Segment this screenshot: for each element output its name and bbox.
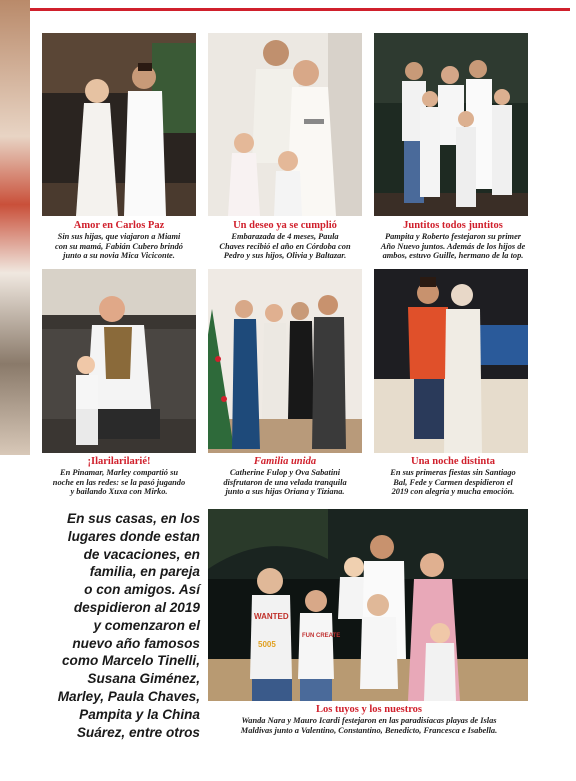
caption-line: con su mamá, Fabián Cubero brindó [55, 241, 183, 251]
caption-title: Familia unida [253, 456, 317, 467]
header-rule [30, 8, 570, 11]
caption-title: Juntitos todos juntitos [403, 220, 503, 231]
lead-line: Susana Giménez, [87, 671, 200, 687]
caption-line: Chaves recibió el año en Córdoba con [219, 241, 351, 251]
caption-line: Wanda Nara y Mauro Icardi festejaron en las paradisíacas playas de Islas [241, 716, 497, 725]
caption-line: Maldivas junto a Valentino, Constantino, Benedicto, Francesca e Isabella. [240, 725, 498, 735]
photo-wanda-nara [208, 509, 528, 701]
previous-page-edge [0, 0, 30, 455]
caption-carmen [370, 456, 536, 497]
caption-line: En Pinamar, Marley compartió su [60, 468, 178, 477]
caption-catherine-fulop [204, 456, 366, 497]
caption-carlos-paz [38, 220, 200, 261]
lead-line: nuevo año famosos [72, 635, 200, 651]
caption-line: En sus primeras fiestas sin Santiago [390, 468, 516, 477]
caption-line: y bailando Xuxa con Mirko. [70, 487, 168, 497]
lead-line: familia, en pareja [89, 564, 200, 580]
photo-paula-chaves [208, 33, 362, 216]
lead-line: y comenzaron el [93, 617, 200, 633]
caption-line: junto a su novia Mica Viciconte. [63, 251, 175, 261]
caption-title: Los tuyos y los nuestros [316, 704, 422, 715]
caption-line: noche en las redes: se la pasó jugando [52, 477, 186, 487]
caption-wanda-nara [204, 704, 534, 735]
caption-marley [38, 456, 200, 497]
caption-line: Catherine Fulop y Ova Sabatini [229, 468, 341, 477]
caption-line: junto a sus hijas Oriana y Tiziana. [225, 487, 345, 497]
caption-line: Bal, Fede y Carmen despidieron el [393, 477, 513, 487]
lead-line: despidieron al 2019 [73, 599, 200, 615]
caption-line: disfrutaron de una velada tranquila [223, 477, 347, 487]
caption-line: Año Nuevo juntos. Además de los hijos de [380, 241, 526, 251]
lead-line: Marley, Paula Chaves, [57, 688, 200, 704]
photo-carmen [374, 269, 528, 453]
photo-catherine-fulop [208, 269, 362, 453]
caption-title: Un deseo ya se cumplió [233, 220, 337, 231]
caption-paula-chaves [204, 220, 366, 261]
lead-line: Pampita y la China [79, 706, 200, 722]
caption-line: Pampita y Roberto festejaron su primer [384, 232, 522, 241]
caption-title: Amor en Carlos Paz [73, 220, 165, 231]
lead-line: o con amigos. Así [84, 582, 200, 598]
caption-title: ¡Ilarilarilarié! [87, 456, 151, 467]
caption-pampita [370, 220, 536, 261]
caption-line: Sin sus hijas, que viajaron a Miami [57, 232, 181, 241]
photo-carlos-paz [42, 33, 196, 216]
lead-line: como Marcelo Tinelli, [62, 653, 200, 669]
caption-line: Pedro y sus hijos, Olivia y Baltazar. [223, 251, 347, 261]
caption-line: Embarazada de 4 meses, Paula [231, 232, 339, 241]
lead-line: de vacaciones, en [83, 546, 200, 562]
caption-line: ambos, estuvo Guille, hermano de la top. [382, 251, 524, 261]
shirt-text: 5005 [258, 640, 276, 649]
shirt-text: FUN CREATE [302, 633, 341, 639]
caption-title: Una noche distinta [410, 456, 495, 467]
photo-marley [42, 269, 196, 453]
photo-pampita [374, 33, 528, 216]
lead-line: Suárez, entre otros [76, 724, 200, 740]
shirt-text: WANTED [254, 612, 289, 621]
lead-line: lugares donde estan [67, 528, 200, 544]
caption-line: 2019 con alegría y mucha emoción. [391, 487, 515, 497]
lead-line: En sus casas, en los [67, 511, 200, 526]
lead-paragraph [52, 510, 200, 741]
